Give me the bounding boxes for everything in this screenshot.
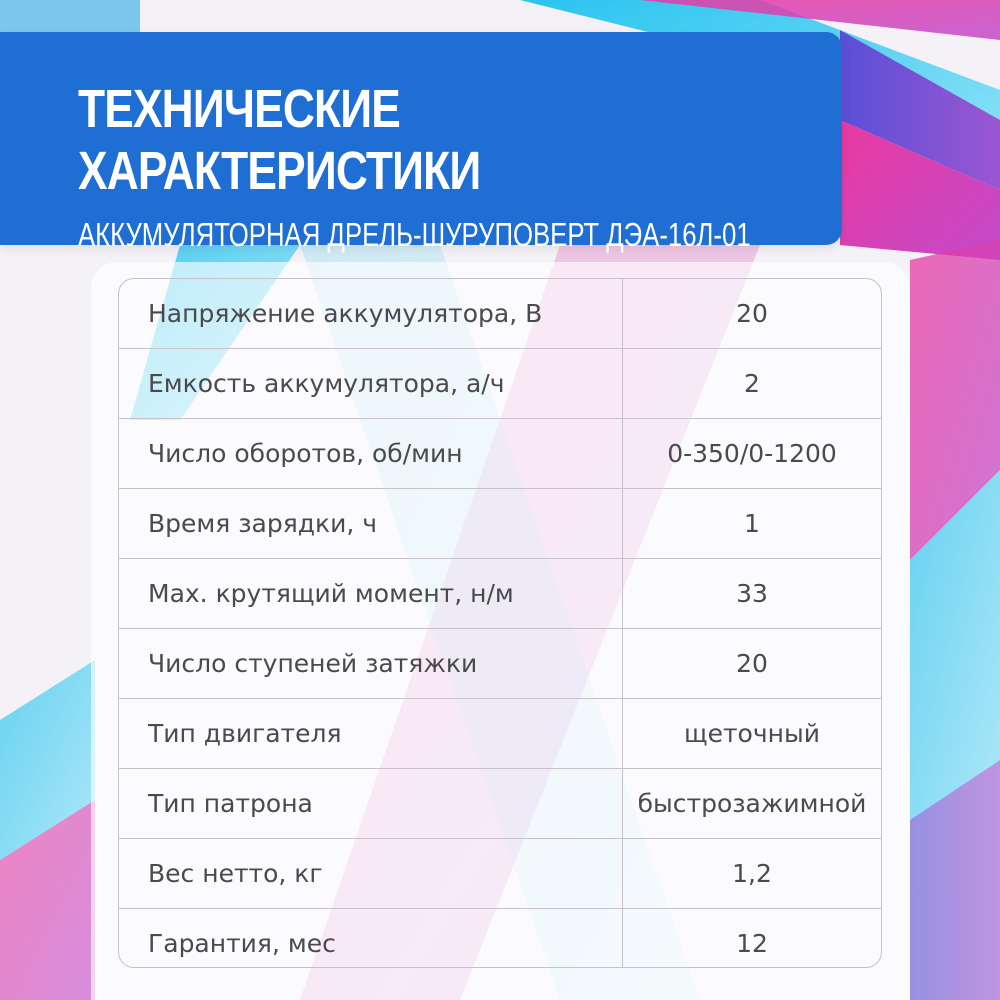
- spec-param: Гарантия, мес: [119, 909, 623, 969]
- spec-value: 20: [623, 279, 882, 349]
- specs-table: [119, 279, 881, 968]
- table-row: [119, 349, 881, 419]
- table-row: [119, 279, 881, 349]
- product-subtitle: АККУМУЛЯТОРНАЯ ДРЕЛЬ-ШУРУПОВЕРТ ДЭА-16Л-01: [78, 216, 751, 253]
- table-row: [119, 699, 881, 769]
- title-banner: [0, 32, 842, 253]
- spec-param: Тип двигателя: [119, 699, 623, 769]
- spec-param: Напряжение аккумулятора, В: [119, 279, 623, 349]
- spec-param: Число оборотов, об/мин: [119, 419, 623, 489]
- spec-param: Тип патрона: [119, 769, 623, 839]
- table-row: [119, 769, 881, 839]
- spec-param: Вес нетто, кг: [119, 839, 623, 909]
- table-row: [119, 909, 881, 969]
- spec-param: Число ступеней затяжки: [119, 629, 623, 699]
- spec-param: Время зарядки, ч: [119, 489, 623, 559]
- spec-value: 20: [623, 629, 882, 699]
- table-row: [119, 839, 881, 909]
- spec-value: 0-350/0-1200: [623, 419, 882, 489]
- table-row: [119, 419, 881, 489]
- spec-value: 1,2: [623, 839, 882, 909]
- table-row: [119, 559, 881, 629]
- title-line-1: ТЕХНИЧЕСКИЕ: [78, 79, 400, 139]
- table-row: [119, 629, 881, 699]
- page-title: [78, 78, 480, 202]
- spec-value: 12: [736, 929, 768, 958]
- spec-value: быстрозажимной: [623, 769, 882, 839]
- spec-value: 2: [623, 349, 882, 419]
- table-row: [119, 489, 881, 559]
- spec-value: 1: [623, 489, 882, 559]
- spec-param: Max. крутящий момент, н/м: [119, 559, 623, 629]
- spec-value: щеточный: [623, 699, 882, 769]
- spec-value: 33: [623, 559, 882, 629]
- title-line-2: ХАРАКТЕРИСТИКИ: [78, 141, 481, 201]
- spec-param: Емкость аккумулятора, а/ч: [119, 349, 623, 419]
- specs-table-frame: [118, 278, 882, 968]
